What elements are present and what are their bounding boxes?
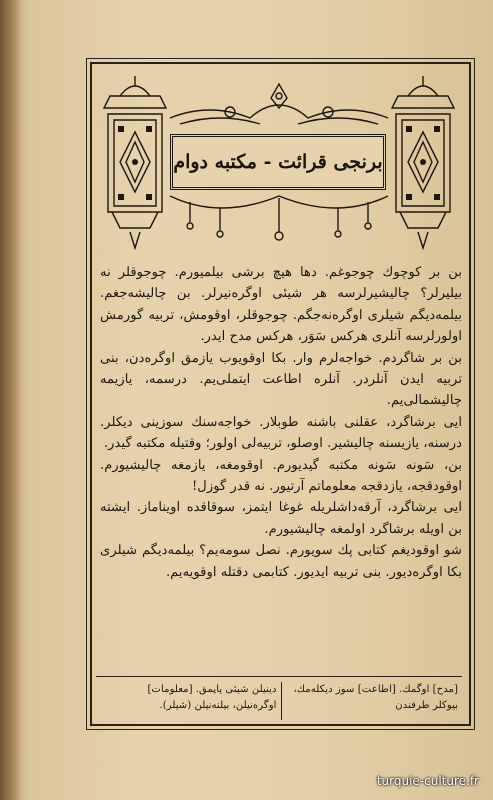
watermark-text: turquie-culture.fr <box>376 774 479 788</box>
book-spine-shadow <box>0 0 22 800</box>
lesson-text <box>100 262 462 583</box>
footnote-column: [مدح] اوگمك. [اطاعت] سوز دیکله‌مك، بیوکلر طرفندن <box>293 684 458 711</box>
title-cartouche <box>170 134 386 190</box>
footnote-divider <box>96 676 462 677</box>
paragraph: بن، سَونه سَونه مکتبه گیدیورم. اوقومغه، یازمغه چالیشیورم. اوقودقجه، یازدقجه معلوماتم آرتیور. نه قدر گوزل! <box>100 457 462 495</box>
footnote-column: دینیلن شیئی یاپمق. [معلومات] اوگره‌نیلن، بیلنه‌نیلن (شیلر). <box>100 682 282 720</box>
paragraph: شو اوقودیغم کتابی پك سویورم. نصل سومه‌یم؟ بیلمه‌دیگم شیلری بکا اوگره‌دیور. بنی تربیه ایدیور. کتابمی دقتله اوقویه‌یم. <box>100 543 462 580</box>
paragraph: بن بر شاگردم. خواجه‌لرم وار. بکا اوقویوب یازمق اوگره‌دن، بنی تربیه ایدن آنلردر. آنلره اطاعت ایتملی‌یم. درسمه، یازیمه چالیشمالی‌یم. <box>100 350 462 409</box>
lesson-title: برنجی قرائت - مکتبه دوام <box>173 151 383 173</box>
paragraph: ایی برشاگرد، عقلنی باشنه طوبلار. خواجه‌سنك سوزینی دیکلر. درسنه، یازیسنه چالیشیر. اوصلو، تربیه‌لی اولور؛ وقتیله مکتبه گیدر. <box>100 414 462 452</box>
paragraph: بن بر کوچوك چوجوغم. دها هیچ برشی بیلمیورم. چوجوقلر نه بیلیرلر؟ چالیشیرلرسه هر شیئی اوگره‌نیرلر. بن چالیشه‌جغم. بیلمه‌دیگم شیلری اوگره‌نه‌جگم. چوجوقلر، اوقومش، تربیه گورمش اولورلرسه آنلری هرکس سَوَر، هرکس مدح ایدر. <box>100 265 462 345</box>
footnotes <box>100 682 462 720</box>
ornamental-header <box>100 72 458 252</box>
paragraph: ایی برشاگرد، آرقه‌داشلریله غوغا ایتمز، سوقاقده اویناماز. ایشته بن اویله برشاگرد اولمغه چالیشیورم. <box>100 500 462 537</box>
